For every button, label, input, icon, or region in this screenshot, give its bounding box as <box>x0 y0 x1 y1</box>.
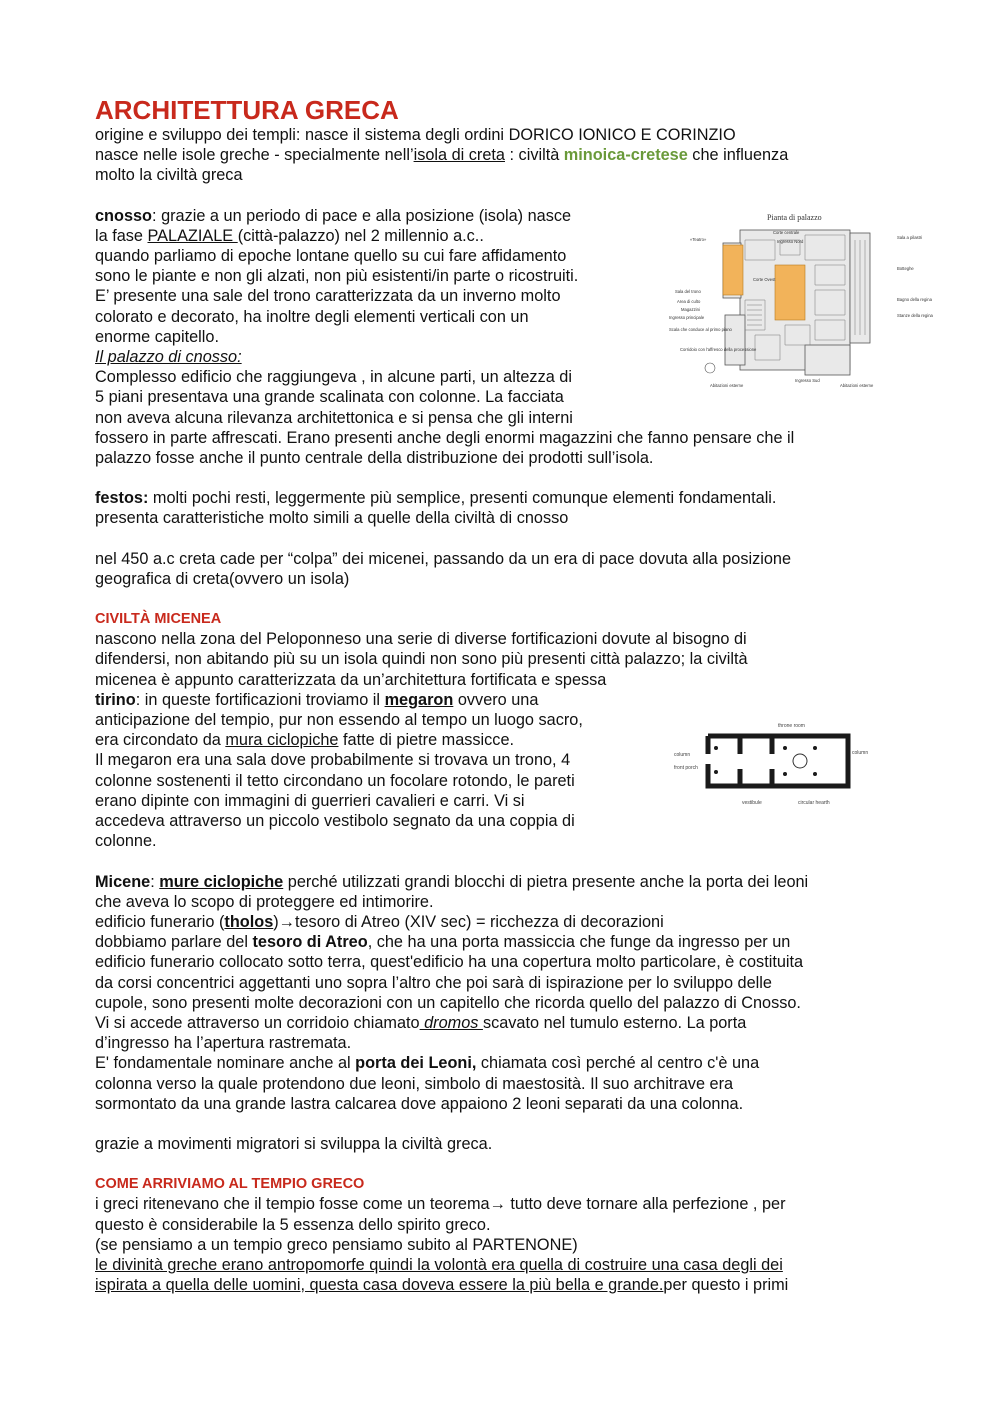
cnosso-line: palazzo fosse anche il punto centrale della distribuzione dei prodotti sull’isola. <box>95 449 654 468</box>
tempio-line: (se pensiamo a un tempio greco pensiamo subito al PARTENONE) <box>95 1235 578 1254</box>
svg-text:Abitazioni esterne: Abitazioni esterne <box>710 383 744 388</box>
plan-west-court <box>723 245 743 295</box>
micene-line: edificio funerario collocato sotto terra, quest'edificio ha una copertura molto particolare, è costituita <box>95 953 804 972</box>
cnosso-line: colorato e decorato, ha inoltre degli elementi verticali con un <box>95 307 529 326</box>
micene-line: Vi si accede attraverso un corridoio chiamato dromos scavato nel tumulo esterno. La porta <box>95 1013 747 1032</box>
micene-line: d’ingresso ha l’apertura rastremata. <box>95 1034 352 1053</box>
page-title: ARCHITETTURA GRECA <box>95 95 399 125</box>
micene-line: che aveva lo scopo di proteggere ed intimorire. <box>95 892 434 911</box>
micene-line: edificio funerario (tholos)→tesoro di Atreo (XIV sec) = ricchezza di decorazioni <box>95 912 664 931</box>
cnosso-subheading: Il palazzo di cnosso: <box>95 348 242 367</box>
svg-text:Scala che conduce al primo pia: Scala che conduce al primo piano <box>669 327 732 332</box>
cnosso-line: fossero in parte affrescati. Erano presenti anche degli enormi magazzini che fanno pensare che il <box>95 428 795 447</box>
svg-text:Corte centrale: Corte centrale <box>773 230 800 235</box>
micenea-line: erano dipinte con immagini di guerrieri cavalieri e carri. Vi si <box>95 791 525 810</box>
festos-line: festos: molti pochi resti, leggermente più semplice, presenti comunque elementi fondamentali. <box>95 489 777 508</box>
megaron-walls <box>708 736 848 786</box>
micene-line: grazie a movimenti migratori si sviluppa la civiltà greca. <box>95 1134 493 1153</box>
svg-text:«Teatro»: «Teatro» <box>690 237 707 242</box>
svg-text:front porch: front porch <box>674 765 698 771</box>
svg-text:Ingresso principale: Ingresso principale <box>669 315 705 320</box>
svg-text:Sala del trono: Sala del trono <box>675 289 701 294</box>
section-heading-tempio: COME ARRIVIAMO AL TEMPIO GRECO <box>95 1176 365 1193</box>
columns <box>714 746 817 776</box>
cnosso-line: cnosso: grazie a un periodo di pace e alla posizione (isola) nasce <box>95 206 572 225</box>
section-heading-micenea: CIVILTÀ MICENEA <box>95 611 222 628</box>
megaron-plan-figure <box>672 714 878 816</box>
cnosso-line: enorme capitello. <box>95 327 219 346</box>
micenea-line: difendersi, non abitando più su un isola quindi non sono più presenti città palazzo; la civiltà <box>95 650 748 669</box>
micenea-line: micenea è appunto caratterizzata da un’architettura fortificata e spessa <box>95 670 607 689</box>
svg-text:Area di culto: Area di culto <box>677 299 701 304</box>
north-arrow <box>705 363 715 373</box>
festos-line: presenta caratteristiche molto simili a quelle della civiltà di cnosso <box>95 509 569 528</box>
plan-central-court <box>775 265 805 320</box>
cnosso-line: Complesso edificio che raggiungeva , in alcune parti, un altezza di <box>95 368 572 387</box>
micenea-line: accedeva attraverso un piccolo vestibolo segnato da una coppia di <box>95 812 575 831</box>
tempio-line: ispirata a quella delle uomini, questa casa doveva essere la più bella e grande.per questo i primi <box>95 1276 789 1295</box>
crisis-line: nel 450 a.c creta cade per “colpa” dei micenei, passando da un era di pace dovuta alla posizione <box>95 549 792 568</box>
micene-line: cupole, sono presenti molte decorazioni con un capitello che ricorda quello del palazzo di Cnosso. <box>95 993 801 1012</box>
svg-text:Ingresso Sud: Ingresso Sud <box>795 378 820 383</box>
svg-text:column: column <box>852 750 869 756</box>
cnosso-line: la fase PALAZIALE (città-palazzo) nel 2 millennio a.c.. <box>95 226 484 245</box>
svg-text:Corridoio con l'affresco della: Corridoio con l'affresco della processione <box>680 347 757 352</box>
intro-line-3: molto la civiltà greca <box>95 166 243 185</box>
micenea-line: Il megaron era una sala dove probabilmente si trovava un trono, 4 <box>95 751 571 770</box>
intro-line-1: origine e sviluppo dei templi: nasce il sistema degli ordini DORICO IONICO E CORINZIO <box>95 126 736 144</box>
cnosso-line: E’ presente una sale del trono caratterizzata da un inverno molto <box>95 287 561 306</box>
knossos-plan-figure <box>665 205 940 395</box>
micene-line: E' fondamentale nominare anche al porta dei Leoni, chiamata così perché al centro c'è una <box>95 1054 760 1073</box>
tempio-line: questo è considerabile la 5 essenza dello spirito greco. <box>95 1215 491 1234</box>
svg-text:Sala a pilastri: Sala a pilastri <box>897 235 923 240</box>
micenea-line: colonne sostenenti il tetto circondano un focolare rotondo, le pareti <box>95 771 575 790</box>
cnosso-line: sono le piante e non gli alzati, non più esistenti/in parte o ricostruiti. <box>95 267 579 286</box>
micene-line: colonna verso la quale protendono due leoni, simbolo di maestosità. Il suo architrave era <box>95 1074 734 1093</box>
tempio-line: i greci ritenevano che il tempio fosse come un teorema→ tutto deve tornare alla perfezione , per <box>95 1195 786 1214</box>
svg-text:Corte Ovest: Corte Ovest <box>753 277 776 282</box>
micenea-line: nascono nella zona del Peloponneso una serie di diverse fortificazioni dovute al bisogno di <box>95 630 747 649</box>
tempio-line: le divinità greche erano antropomorfe quindi la volontà era quella di costruire una casa degli dei <box>95 1255 783 1274</box>
svg-text:Stanze della regina: Stanze della regina <box>897 313 933 318</box>
cnosso-line: 5 piani presentava una grande scalinata con colonne. La facciata <box>95 388 564 407</box>
micenea-line: anticipazione del tempio, pur non essendo al tempo un luogo sacro, <box>95 711 583 730</box>
micene-line: sormontato da una grande lastra calcarea dove appaiono 2 leoni separati da una colonna. <box>95 1094 744 1113</box>
crisis-line: geografica di creta(ovvero un isola) <box>95 569 350 588</box>
svg-text:Ingresso Nord: Ingresso Nord <box>777 239 804 244</box>
micenea-line: era circondato da mura ciclopiche fatte di pietre massicce. <box>95 731 515 750</box>
svg-text:Bagno della regina: Bagno della regina <box>897 297 932 302</box>
micene-line: dobbiamo parlare del tesoro di Atreo, che ha una porta massiccia che funge da ingresso per un <box>95 933 791 952</box>
svg-text:Botteghe: Botteghe <box>897 266 914 271</box>
plan-title: Pianta di palazzo <box>767 213 822 222</box>
svg-text:Abitazioni esterne: Abitazioni esterne <box>840 383 874 388</box>
micene-line: Micene: mure ciclopiche perché utilizzati grandi blocchi di pietra presente anche la porta dei leoni <box>95 872 809 891</box>
cnosso-line: quando parliamo di epoche lontane quello su cui fare affidamento <box>95 247 567 266</box>
svg-text:column: column <box>674 752 691 758</box>
svg-text:Magazzini: Magazzini <box>681 307 700 312</box>
micenea-line: colonne. <box>95 832 157 851</box>
circular-hearth <box>793 754 807 768</box>
svg-text:throne room: throne room <box>778 723 805 729</box>
svg-text:vestibule: vestibule <box>742 800 762 806</box>
intro-line-2: nasce nelle isole greche - specialmente nell’isola di creta : civiltà minoica-cretese che influenza <box>95 146 789 165</box>
micenea-line: tirino: in queste fortificazioni troviamo il megaron ovvero una <box>95 690 539 709</box>
cnosso-line: non aveva alcuna rilevanza architettonica e si pensa che gli interni <box>95 408 573 427</box>
svg-text:circular hearth: circular hearth <box>798 800 830 806</box>
micene-line: da corsi concentrici aggettanti uno sopra l’altro che poi sarà di ispirazione per lo sviluppo delle <box>95 973 772 992</box>
